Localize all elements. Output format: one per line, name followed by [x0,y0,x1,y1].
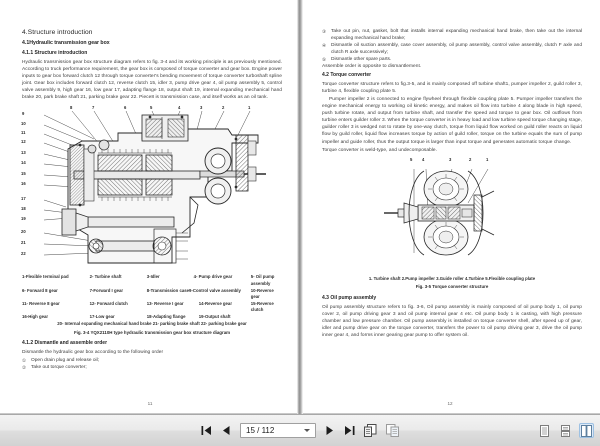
toolbar-view-mode-group [537,415,594,446]
section-heading-4-3: 4.3 Oil pump assembly [322,294,377,301]
legend-row [22,274,282,287]
legend-item: 16-High gear [22,314,49,320]
chevron-down-icon[interactable] [304,429,310,432]
tc-callout-5: 5 [410,156,413,162]
tc-callout-2: 2 [469,156,472,162]
list-marker-5: ⑤ [322,57,327,63]
list-item [22,364,282,371]
figure-torque-converter [322,157,582,275]
figure-callout-9: 9 [22,111,25,117]
first-page-icon [201,425,212,436]
figure-callout-10: 10 [21,121,26,127]
fit-page-icon [364,424,377,437]
figure-callout-1: 1 [248,105,251,111]
figure-callout-14: 14 [21,160,26,166]
tc-figure-caption: Fig. 3-5 Torque converter structure [415,284,489,290]
page-number-value: 15 / 112 [246,426,275,435]
page-number-left: 11 [147,401,153,406]
legend-item: 4- Pump drive gear [193,274,233,280]
figure-callout-13: 13 [21,150,26,156]
figure-callout-18: 18 [21,206,26,212]
tc-callout-1: 1 [486,156,489,162]
figure-callout-21: 21 [21,240,26,246]
next-page-button[interactable] [323,423,336,438]
previous-page-button[interactable] [220,423,233,438]
last-page-icon [344,425,355,436]
figure-callout-19: 19 [21,216,26,222]
section-heading-4-2: 4.2 Torque converter [322,71,372,78]
legend-item: 7-Forward I gear [89,287,124,293]
legend-item: 15-Reverse clutch [250,300,274,313]
section-heading-4-1-1: 4.1.1 Structure introduction [22,49,88,56]
page-title: 4.Structure introduction [22,29,93,36]
tc-callout-3: 3 [449,156,452,162]
page-spine-divider [297,0,303,414]
legend-item: 1-Flexible terminal pad [22,274,69,280]
legend-row [22,301,282,314]
legend-item: 2- Turbine shaft [89,274,122,280]
tc-paragraph-3: Torque converter is weld-type, and undecomposable. [322,147,438,153]
list-item-text: Dismantle other spare parts. [331,57,392,63]
legend-row [22,288,282,301]
list-item [22,357,282,364]
legend-row-last: 20- Internal expanding mechanical hand brake 21- parking brake shaft 22- parking brake gear [57,321,247,327]
first-page-button[interactable] [200,423,213,438]
fit-page-button[interactable] [363,423,378,438]
figure-callout-22: 22 [21,251,26,257]
two-page-view-button[interactable] [579,423,594,438]
page-number-right: 12 [447,401,453,406]
chevron-left-icon [221,425,232,436]
list-marker-1: ① [22,358,27,364]
tc-paragraph-2: Pumper impeller 2 is connected to engine flywheel through flexible coupling plate 5. Pumper impeller transfers the engine mechanical energy to working oil kinetic energy, and makes oil flow into turbine 4 along blade in high speed, push turbine rotate, and output from turbine shaft, and transfer the speed and torque to gear box. Oil outflows from turbine enters guilder roller 3. When the torque converter is in heavy load and low turbine speed torque changing stage, guilder roller 3 is wedged not to rotate by one-way clutch, torque from liquid flow worked on guild roller reacts on liquid flow by guild roller, liquid flow increases torque by action of guild roller, torque on the turbine equals the sum of pump impeller and guide roller, thus the output torque is larger than input torque and generates automatic torque change. [322,96,582,145]
toolbar-navigation-group [0,415,600,446]
list-marker-2: ② [22,365,27,371]
fit-width-button[interactable] [385,423,400,438]
legend-item: 14-Reverse gear [198,300,232,306]
body-paragraph-structure: Hydraulic transmission gear box structure diagram refers to fig. 3-4 and its working principle is as previously mentioned. According to truck performance requirement, the gear box is composed of torque converter and gear box. Engine power inputs to gear box forward clutch 12 through torque converter's bending movement of torque converter turboshaft spline joint. Gear box includes forward clutch 12, reverse clutch 15, idler 3, pump drive gear 4, oil pump assembly 5, control valve assembly 9, high gear 16, low gear 17, adapting flange 18, output shaft 19, internal expanding mechanical hand brake 20, park brake shaft 21, parking brake gear 22. Piece8 is transmission case, and itself works as an oil tank. [22,59,282,101]
chevron-right-icon [324,425,335,436]
legend-item: 13- Reverse I gear [146,300,184,306]
legend-item: 12- Forward clutch [89,300,128,306]
continuous-scroll-icon [560,425,571,437]
figure-callout-12: 12 [21,139,26,145]
assemble-note: Assemble order is opposite to dismantlement. [322,64,422,70]
list-item-text: Take out torque converter; [31,365,87,371]
list-item [322,42,582,56]
figure-callout-15: 15 [21,171,26,177]
legend-item: 6- Forward 8 gear [22,287,58,293]
legend-item: 3-Idler [146,274,160,280]
legend-item: 5- Oil pump assembly [250,274,275,286]
tc-callout-4: 4 [422,156,425,162]
list-item [322,56,582,63]
single-page-view-button[interactable] [537,423,552,438]
figure-callout-2: 2 [222,105,225,111]
section-heading-4-1-2: 4.1.2 Dismantle and assemble order [22,339,108,346]
figure-legend [22,274,282,327]
dismantle-intro: Dismantle the hydraulic gear box according to the following order [22,350,164,356]
list-item-text: Open drain plug and release oil; [31,358,100,364]
figure-callout-3: 3 [200,105,203,111]
two-page-icon [581,425,592,437]
figure-callout-20: 20 [21,229,26,235]
page-left[interactable] [0,0,300,414]
figure-callout-17: 17 [21,196,26,202]
section-heading-4-1: 4.1Hydraulic transmission gear box [22,40,110,46]
page-right[interactable] [300,0,600,414]
figure-callout-4: 4 [178,105,181,111]
gearbox-cutaway-drawing [22,105,282,273]
list-item-text: Dismantle oil suction assembly, case cover assembly, oil pump assembly, control valve assembly, clutch F axle and clutch R axle successively; [331,43,582,56]
single-page-icon [539,425,550,437]
legend-item: 8-Transmission case9-Control valve assembly [146,287,241,293]
list-marker-3: ③ [322,29,327,34]
figure-callout-5: 5 [150,105,153,111]
legend-item: 19-Output shaft [198,314,231,320]
list-item [322,28,582,42]
legend-item: 10-Reverse gear [250,287,274,299]
figure-callout-11: 11 [21,130,26,136]
tc-paragraph-1: Torque converter structure refers to fig.3-5, and is mainly composed off turbine shaft1, pumper impeller 2, guild roller 3, turbine 4, flexible coupling plate 5. [322,81,582,94]
page-number-input[interactable] [240,423,316,438]
list-item-text: Take out pin, nut, gasket, bolt that installs internal expanding mechanical hand brake, then take out the internal expanding mechanical hand brake; [331,29,582,42]
legend-item: 11- Reverse 8 gear [22,300,60,306]
legend-item: 18-Adapting flange [146,314,186,320]
figure-gearbox-cutaway [22,105,282,273]
figure-callout-8: 8 [70,105,73,111]
continuous-scroll-button[interactable] [558,423,573,438]
figure-callout-16: 16 [21,181,26,187]
fit-width-icon [386,424,399,437]
tc-figure-legend: 1. Turbine shaft 2.Pump impeller 3.Guide roller 4.Turbine 5.Flexible coupling plate [368,275,536,281]
figure-caption: Fig. 3-4 YQX2110H type hydraulic transmission gear box structure diagram [73,329,231,335]
legend-row [22,314,282,320]
pump-paragraph: Oil pump assembly structure refers to fig. 3-6, Oil pump assembly is mainly composed of oil pump body 1, oil pump cover 2, oil pump driving gear 3 and oil pump internal gear 4 etc. Oil pump body 1 is casting, with high pressure chamber and low pressure chamber. Oil pump assembly is installed on torque converter shell, after speed up of gear, idler and pump drive gear on the torque converter, transfers the power to oil pump driving gear 3, drive the oil pump inner gear 4, and forms inner gearing gear pump to offer system oil. [322,304,582,339]
legend-item: 17-Low gear [89,314,115,320]
viewer-toolbar [0,414,600,446]
last-page-button[interactable] [343,423,356,438]
figure-callout-6: 6 [124,105,127,111]
list-marker-4: ④ [322,43,327,49]
torque-converter-drawing [322,157,582,269]
figure-callout-7: 7 [92,105,95,111]
